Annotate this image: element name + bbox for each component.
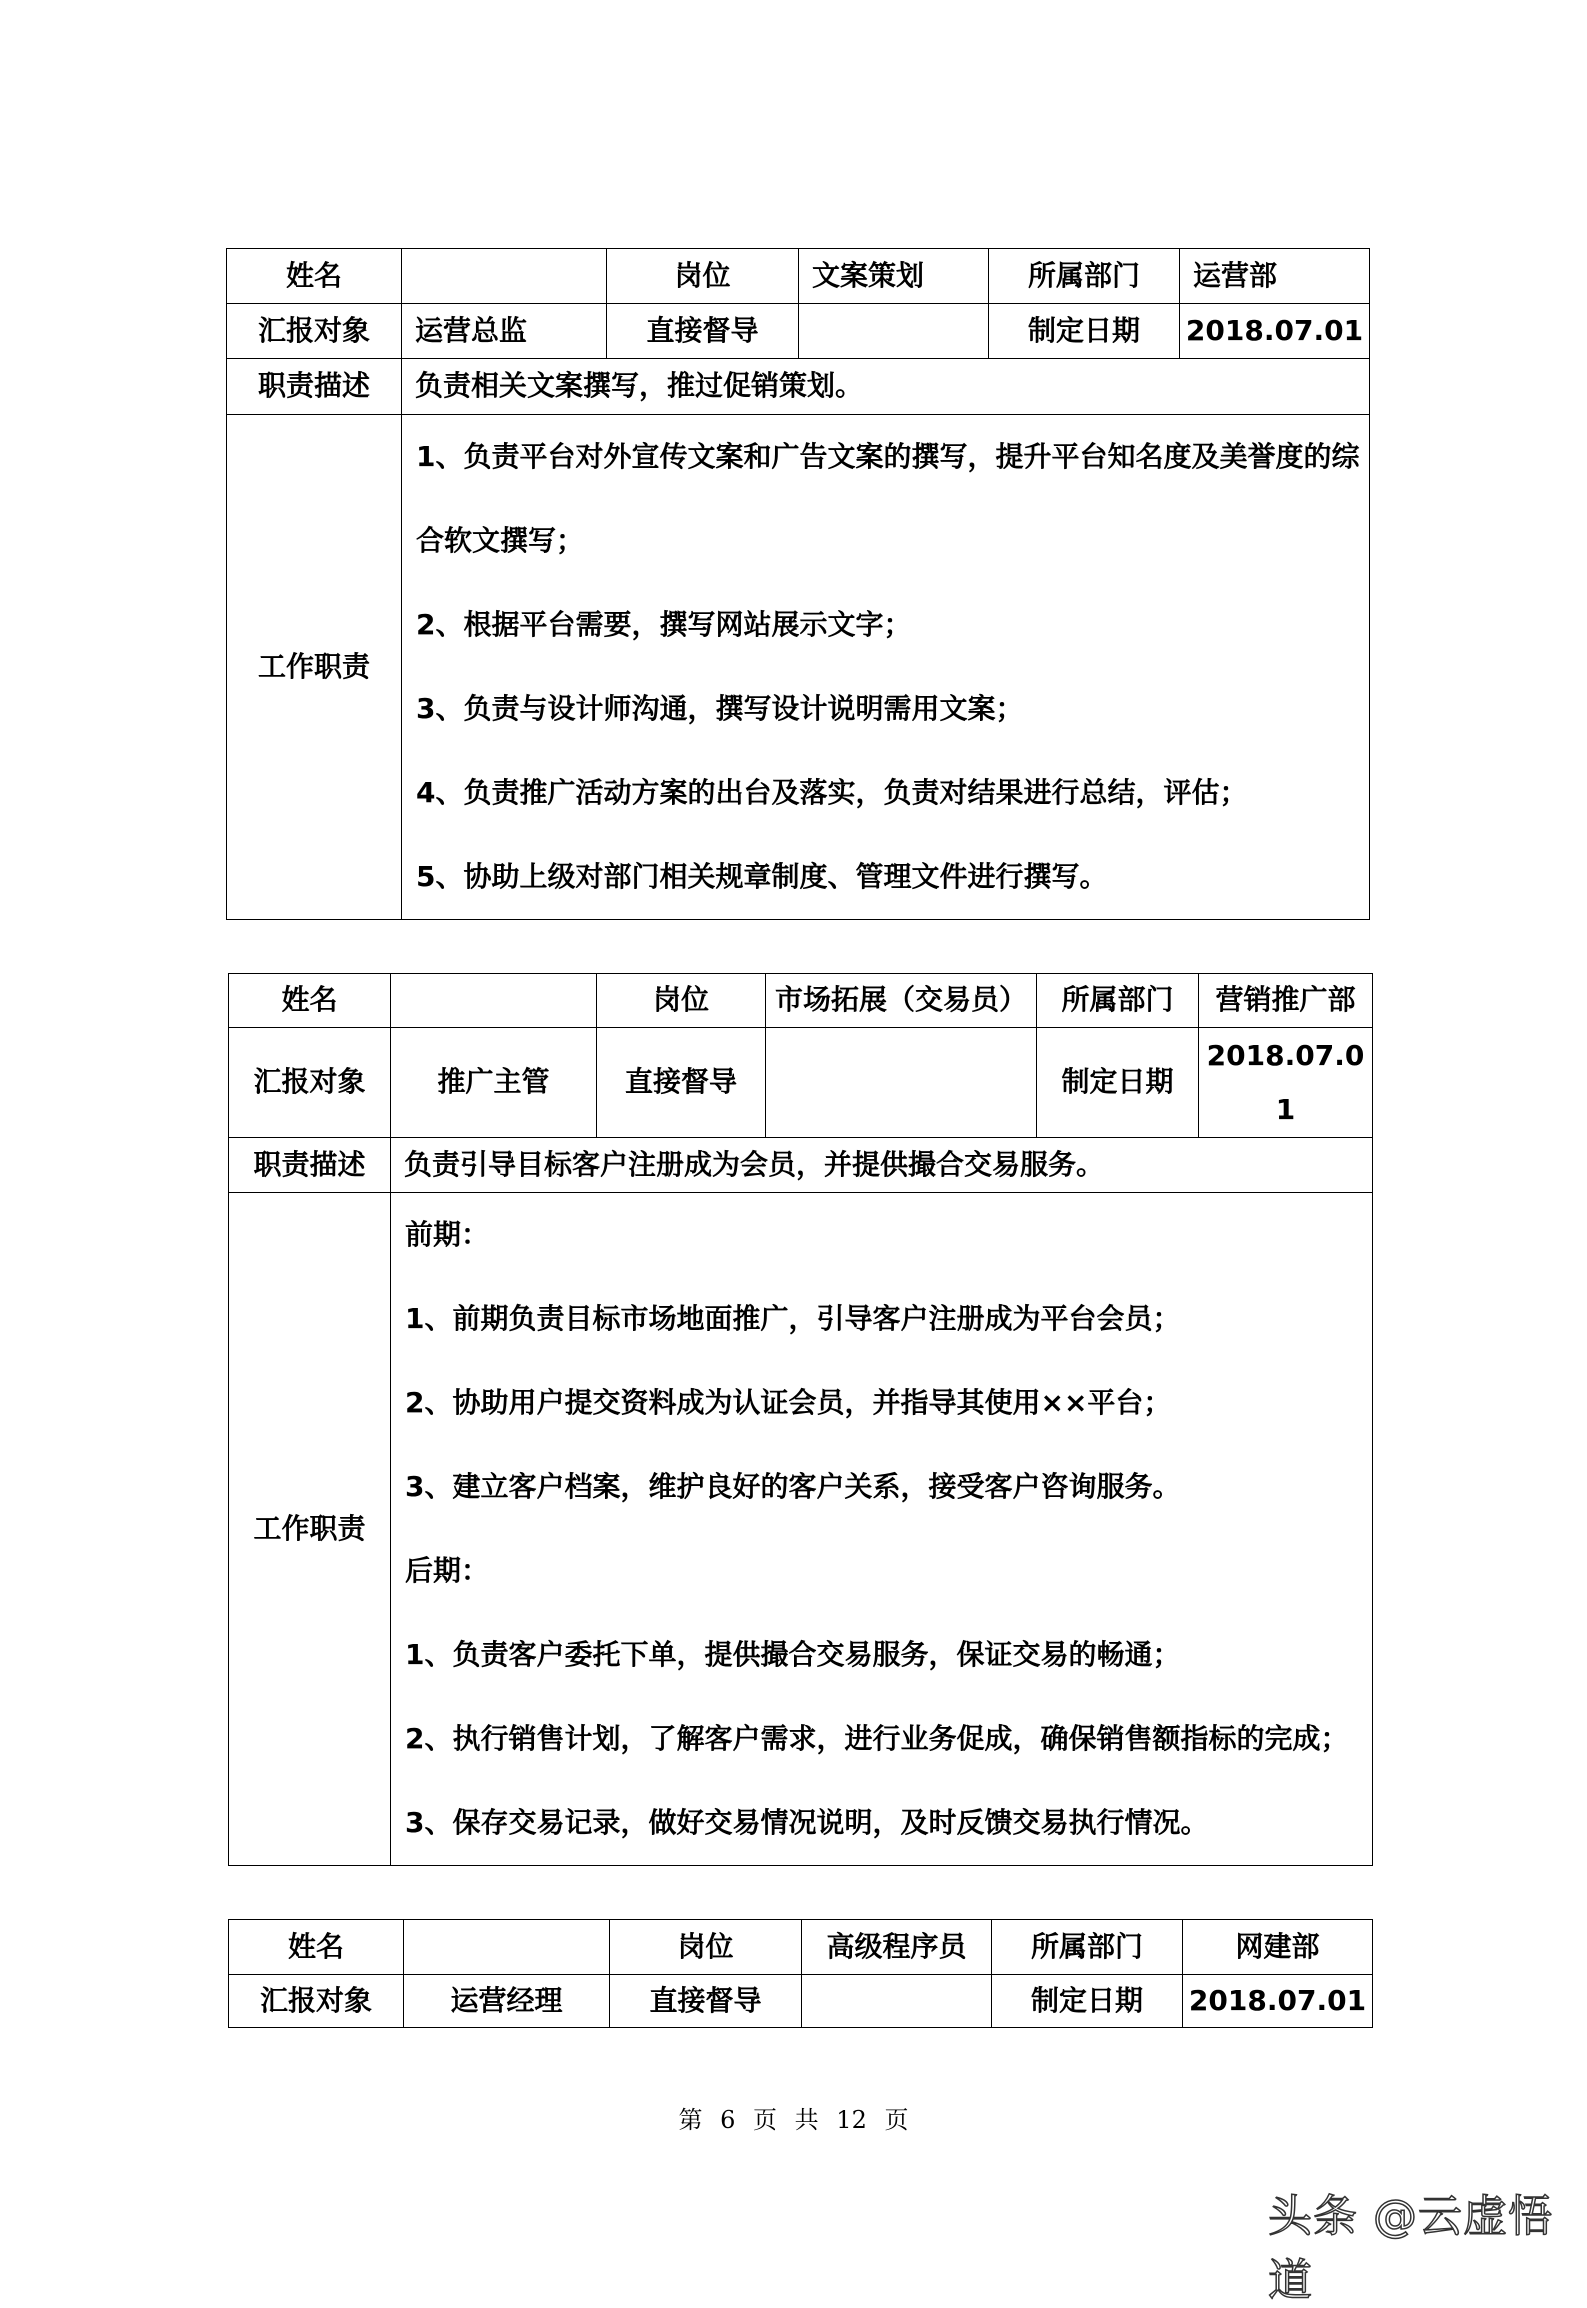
value-report-to: 运营经理 — [404, 1975, 610, 2028]
value-supervisor — [766, 1028, 1037, 1138]
value-report-to: 运营总监 — [402, 304, 607, 359]
value-report-to: 推广主管 — [391, 1028, 597, 1138]
duty-line: 1、负责客户委托下单，提供撮合交易服务，保证交易的畅通； — [405, 1638, 1181, 1671]
duty-line: 合软文撰写； — [416, 524, 585, 557]
value-summary: 负责相关文案撰写，推过促销策划。 — [402, 359, 1370, 415]
duty-line: 3、建立客户档案，维护良好的客户关系，接受客户咨询服务。 — [405, 1470, 1181, 1503]
duty-line: 2、执行销售计划，了解客户需求，进行业务促成，确保销售额指标的完成； — [405, 1722, 1349, 1755]
label-report-to: 汇报对象 — [229, 1975, 404, 2028]
duty-line: 3、负责与设计师沟通，撰写设计说明需用文案； — [416, 692, 1024, 725]
label-name: 姓名 — [229, 974, 391, 1028]
value-date — [1199, 1028, 1373, 1138]
duty-line: 前期： — [405, 1218, 490, 1251]
label-date: 制定日期 — [992, 1975, 1183, 2028]
duty-line: 4、负责推广活动方案的出台及落实，负责对结果进行总结，评估； — [416, 776, 1248, 809]
label-report-to: 汇报对象 — [229, 1028, 391, 1138]
label-position: 岗位 — [607, 249, 799, 304]
label-summary: 职责描述 — [227, 359, 402, 415]
label-supervisor: 直接督导 — [607, 304, 799, 359]
value-name — [404, 1920, 610, 1975]
value-department: 运营部 — [1180, 249, 1370, 304]
date-line-2: 1 — [1275, 1092, 1296, 1126]
job-table-copywriter — [226, 248, 1370, 920]
duty-line: 1、负责平台对外宣传文案和广告文案的撰写，提升平台知名度及美誉度的综 — [416, 440, 1360, 473]
duty-line: 1、前期负责目标市场地面推广，引导客户注册成为平台会员； — [405, 1302, 1181, 1335]
value-position: 市场拓展（交易员） — [766, 974, 1037, 1028]
value-position: 文案策划 — [799, 249, 989, 304]
label-position: 岗位 — [610, 1920, 802, 1975]
job-table-market-expansion — [228, 973, 1373, 1866]
duty-line: 5、协助上级对部门相关规章制度、管理文件进行撰写。 — [416, 860, 1108, 893]
label-summary: 职责描述 — [229, 1138, 391, 1193]
label-position: 岗位 — [597, 974, 766, 1028]
label-supervisor: 直接督导 — [610, 1975, 802, 2028]
label-duties: 工作职责 — [229, 1193, 391, 1866]
duty-line: 2、根据平台需要，撰写网站展示文字； — [416, 608, 912, 641]
value-department: 网建部 — [1183, 1920, 1373, 1975]
value-name — [402, 249, 607, 304]
label-duties: 工作职责 — [227, 415, 402, 920]
label-department: 所属部门 — [1037, 974, 1199, 1028]
job-table-senior-programmer — [228, 1919, 1373, 2028]
page-number: 第 6 页 共 12 页 — [678, 2106, 909, 2134]
label-report-to: 汇报对象 — [227, 304, 402, 359]
value-summary: 负责引导目标客户注册成为会员，并提供撮合交易服务。 — [391, 1138, 1373, 1193]
duty-line: 2、协助用户提交资料成为认证会员，并指导其使用××平台； — [405, 1386, 1172, 1419]
value-position: 高级程序员 — [802, 1920, 992, 1975]
duty-line: 后期： — [405, 1554, 490, 1587]
watermark: 头条 @云虚悟道 — [1268, 2191, 1553, 2306]
label-name: 姓名 — [227, 249, 402, 304]
value-department: 营销推广部 — [1199, 974, 1373, 1028]
date-line-1: 2018.07.0 — [1206, 1038, 1365, 1072]
label-department: 所属部门 — [992, 1920, 1183, 1975]
label-date: 制定日期 — [989, 304, 1180, 359]
value-date: 2018.07.01 — [1183, 1975, 1373, 2028]
value-date: 2018.07.01 — [1180, 304, 1370, 359]
value-supervisor — [799, 304, 989, 359]
label-name: 姓名 — [229, 1920, 404, 1975]
label-supervisor: 直接督导 — [597, 1028, 766, 1138]
value-supervisor — [802, 1975, 992, 2028]
value-name — [391, 974, 597, 1028]
label-date: 制定日期 — [1037, 1028, 1199, 1138]
duties-list — [391, 1193, 1373, 1866]
label-department: 所属部门 — [989, 249, 1180, 304]
duty-line: 3、保存交易记录，做好交易情况说明，及时反馈交易执行情况。 — [405, 1806, 1209, 1839]
duties-list — [402, 415, 1370, 920]
